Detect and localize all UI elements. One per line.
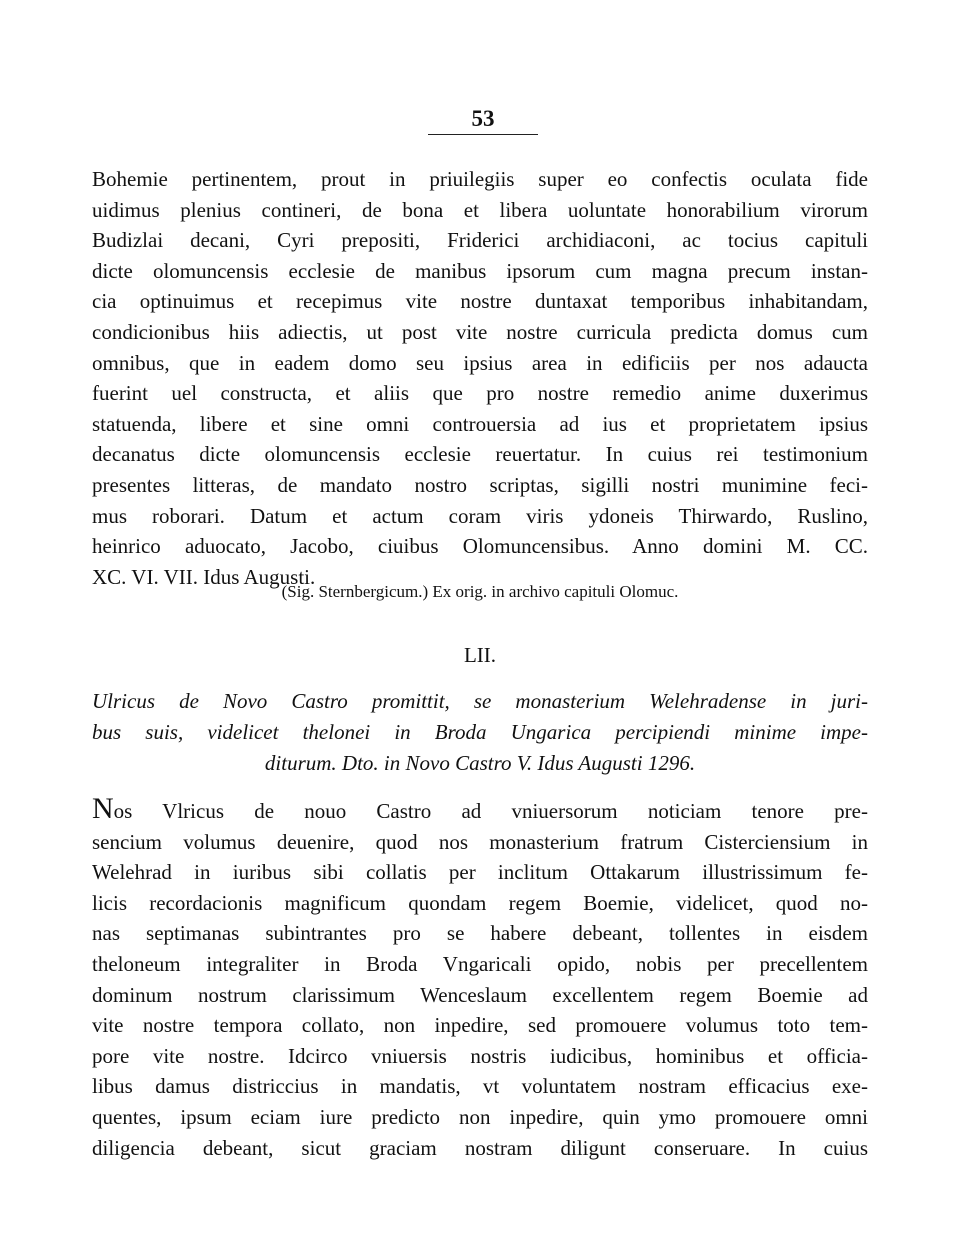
page-header [428,106,538,135]
document-regest [92,686,868,779]
text-line: dicte olomuncensis ecclesie de manibus ipsorum cum magna precum instan- [92,258,868,283]
initial-letter: N [92,792,114,825]
regest-line: Ulricus de Novo Castro promittit, se monasterium Welehradense in juri- [92,689,868,713]
text-line: libus damus districcius in mandatis, vt voluntatem nostram efficacius exe- [92,1074,868,1099]
text-line: decanatus dicte olomuncensis ecclesie reuertatur. In cuius rei testimonium [92,442,868,467]
text-line: quentes, ipsum eciam iure predicto non inpedire, quin ymo promouere omni [92,1104,868,1129]
text-line: condicionibus hiis adiectis, ut post vite nostre curricula predicta domus cum [92,319,868,344]
text-line: heinrico aduocato, Jacobo, ciuibus Olomuncensibus. Anno domini M. CC. [92,534,868,559]
text-line: vite nostre tempora collato, non inpedire, sed promouere volumus toto tem- [92,1013,868,1038]
text-line: Budizlai decani, Cyri prepositi, Friderici archidiaconi, ac tocius capituli [92,228,868,253]
text-line: XC. VI. VII. Idus Augusti. [92,564,316,589]
text-line: Bohemie pertinentem, prout in priuilegiis super eo confectis oculata fide [92,167,868,191]
regest-line: bus suis, videlicet thelonei in Broda Ungarica percipiendi minime impe- [92,720,868,744]
text-line: uidimus plenius contineri, de bona et libera uoluntate honorabilium virorum [92,197,868,222]
text-line: fuerint uel constructa, et aliis que pro nostre remedio anime duxerimus [92,381,868,406]
text-line: Welehrad in iuribus sibi collatis per inclitum Ottakarum illustrissimum fe- [92,860,868,885]
text-line: mus roborari. Datum et actum coram viris ydoneis Thirwardo, Ruslino, [92,503,868,528]
text-line: dominum nostrum clarissimum Wenceslaum excellentem regem Boemie ad [92,982,868,1007]
text-line: licis recordacionis magnificum quondam regem Boemie, videlicet, quod no- [92,890,868,915]
text-line: statuenda, libere et sine omni controuersia ad ius et proprietatem ipsius [92,411,868,436]
text-line: cia optinuimus et recepimus vite nostre duntaxat temporibus inhabitandam, [92,289,868,314]
text-line: theloneum integraliter in Broda Vngaricali opido, nobis per precellentem [92,951,868,976]
text-line: diligencia debeant, sicut graciam nostram diligunt conseruare. In cuius [92,1135,868,1160]
text-line: omnibus, que in eadem domo seu ipsius area in edificiis per nos adaucta [92,350,868,375]
text-line: nas septimanas subintrantes pro se habere debeant, tollentes in eisdem [92,921,868,946]
header-rule [428,134,538,135]
text-line [92,792,868,827]
page-number: 53 [471,106,495,131]
charter-text [92,792,868,1163]
text-line: sencium volumus deuenire, quod nos monasterium fratrum Cisterciensium in [92,829,868,854]
text-line: presentes litteras, de mandato nostro scriptas, sigilli nostri munimine feci- [92,472,868,497]
regest-line: diturum. Dto. in Novo Castro V. Idus Augusti 1296. [264,751,696,775]
charter-text-continued [92,164,868,592]
text-line-rest: os Vlricus de nouo Castro ad vniuersorum noticiam tenore pre- [113,799,868,823]
text-line: pore vite nostre. Idcirco vniuersis nostris iudicibus, hominibus et officia- [92,1043,868,1068]
source-note: (Sig. Sternbergicum.) Ex orig. in archivo capituli Olomuc. [281,582,679,601]
document-number: LII. [463,643,497,667]
